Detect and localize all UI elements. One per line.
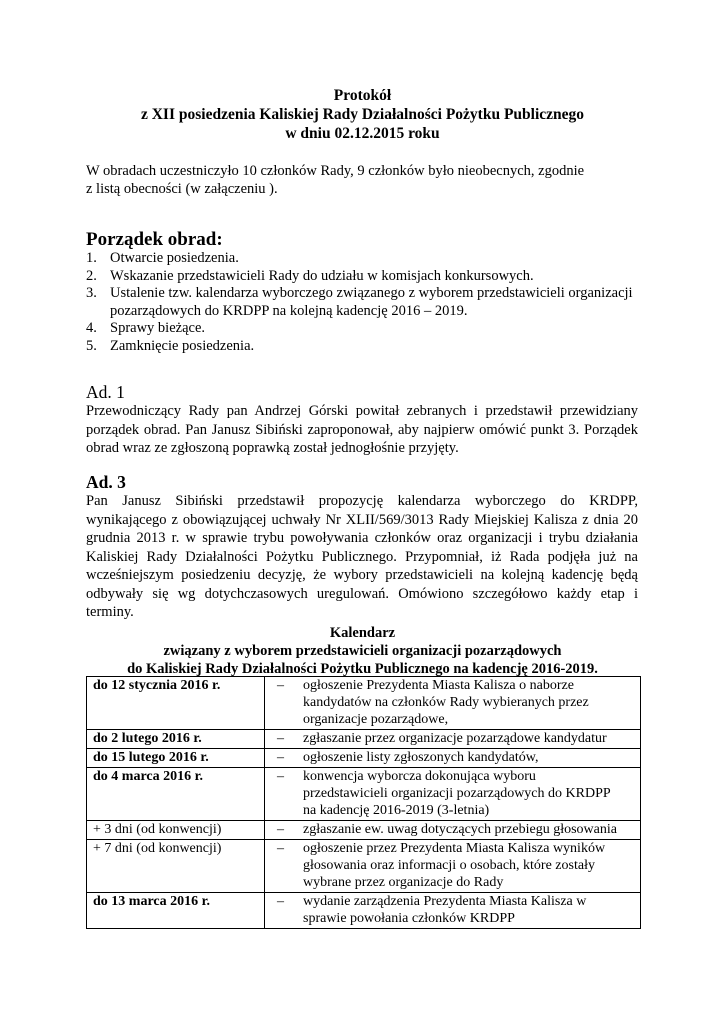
- date-cell: + 3 dni (od konwencji): [87, 821, 265, 840]
- text-line: ogłoszenie listy zgłoszonych kandydatów,: [303, 750, 539, 765]
- table-row: [87, 730, 641, 749]
- date-cell: + 7 dni (od konwencji): [87, 840, 265, 893]
- text-line: przedstawicieli organizacji pozarządowych do KRDPP: [303, 786, 611, 801]
- description-cell: [265, 768, 641, 821]
- date-cell: do 12 stycznia 2016 r.: [87, 677, 265, 730]
- text-line: odbywały się wg dotychczasowych uregulowań. Omówiono szczegółowo każdy etap i: [86, 585, 638, 602]
- agenda-list: [86, 250, 646, 355]
- text-line: wynikającego z obowiązującej uchwały Nr XLII/569/3013 Rady Miejskiej Kalisza z dnia 20: [86, 511, 638, 528]
- table-row: [87, 677, 641, 730]
- text-line: z listą obecności (w załączeniu ).: [86, 181, 278, 197]
- text-line: zgłaszanie ew. uwag dotyczących przebiegu głosowania: [303, 822, 617, 837]
- text-line: wydanie zarządzenia Prezydenta Miasta Kalisza w: [303, 894, 587, 909]
- calendar-title: Kalendarz: [329, 625, 396, 641]
- table-row: [87, 768, 641, 821]
- table-row: [87, 893, 641, 929]
- document-title: Protokół: [333, 87, 392, 104]
- dash-bullet: –: [277, 731, 284, 746]
- table-row: [87, 749, 641, 768]
- calendar-table: [86, 676, 641, 929]
- agenda-item-number: 4.: [86, 320, 97, 336]
- text-line: W obradach uczestniczyło 10 członków Rady, 9 członków było nieobecnych, zgodnie: [86, 163, 585, 179]
- text-line: zgłaszanie przez organizacje pozarządowe kandydatur: [303, 731, 607, 746]
- description-cell: [265, 821, 641, 840]
- text-line: konwencja wyborcza dokonująca wyboru: [303, 769, 536, 784]
- text-line: Kaliskiej Rady Działalności Pożytku Publicznego. Przypomniał, iż Rada podjęła już na: [86, 548, 638, 565]
- table-row: [87, 821, 641, 840]
- agenda-item-number: 2.: [86, 267, 97, 284]
- ad1-heading: Ad. 1: [86, 382, 125, 402]
- agenda-item: [86, 320, 646, 338]
- text-line: ogłoszenie przez Prezydenta Miasta Kalisza wyników: [303, 841, 606, 856]
- text-line: na kadencję 2016-2019 (3-letnia): [303, 803, 490, 818]
- text-line: kandydatów na członków Rady wybieranych przez: [303, 695, 589, 710]
- description-cell: [265, 893, 641, 929]
- agenda-item-text: Otwarcie posiedzenia.: [110, 250, 239, 266]
- text-line: Przewodniczący Rady pan Andrzej Górski powitał zebranych i przedstawił przewidziany: [86, 403, 638, 419]
- agenda-item-text: Wskazanie przedstawicieli Rady do udziału w komisjach konkursowych.: [110, 267, 534, 284]
- text-line: terminy.: [86, 604, 134, 620]
- agenda-item-text: Zamknięcie posiedzenia.: [110, 337, 255, 354]
- agenda-item-number: 3.: [86, 285, 97, 301]
- text-line: sprawie powołania członków KRDPP: [303, 911, 515, 926]
- agenda-item-number: 1.: [86, 250, 97, 266]
- agenda-item-text: pozarządowych do KRDPP na kolejną kadencję 2016 – 2019.: [110, 302, 468, 319]
- text-line: ogłoszenie Prezydenta Miasta Kalisza o naborze: [303, 678, 574, 693]
- text-line: organizacje pozarządowe,: [303, 712, 449, 727]
- document-subtitle: z XII posiedzenia Kaliskiej Rady Działalności Pożytku Publicznego: [140, 106, 585, 123]
- date-cell: do 2 lutego 2016 r.: [87, 730, 265, 749]
- description-cell: [265, 840, 641, 893]
- attendance-paragraph: [86, 162, 646, 198]
- description-cell: [265, 749, 641, 768]
- date-cell: do 15 lutego 2016 r.: [87, 749, 265, 768]
- agenda-item: [86, 268, 646, 286]
- text-line: porządek obrad. Pan Janusz Sibiński zaproponował, aby najpierw omówić punkt 3. Porządek: [86, 421, 638, 438]
- agenda-item-number: 5.: [86, 337, 97, 354]
- text-line: wybrane przez organizacje do Rady: [303, 875, 504, 890]
- date-cell: do 13 marca 2016 r.: [87, 893, 265, 929]
- agenda-item: [86, 285, 646, 320]
- dash-bullet: –: [277, 894, 284, 909]
- dash-bullet: –: [277, 822, 284, 837]
- dash-bullet: –: [277, 678, 284, 693]
- agenda-item: [86, 338, 646, 356]
- calendar-subtitle: do Kaliskiej Rady Działalności Pożytku Publicznego na kadencję 2016-2019.: [127, 661, 598, 677]
- date-cell: do 4 marca 2016 r.: [87, 768, 265, 821]
- agenda-item-text: Sprawy bieżące.: [110, 320, 206, 336]
- text-line: wcześniejszym posiedzeniu decyzję, że wybory przedstawicieli na kolejną kadencję będą: [86, 567, 638, 583]
- text-line: grudnia 2013 r. w sprawie trybu powoływania członków oraz organizacji i trybu działania: [86, 530, 638, 546]
- agenda-item-text: Ustalenie tzw. kalendarza wyborczego związanego z wyborem przedstawicieli organizacji: [110, 285, 633, 301]
- dash-bullet: –: [277, 841, 284, 856]
- ad1-paragraph: [86, 402, 638, 458]
- text-line: obrad wraz ze zgłoszoną poprawką został jednogłośnie przyjęty.: [86, 440, 459, 456]
- text-line: Pan Janusz Sibiński przedstawił propozycję kalendarza wyborczego do KRDPP,: [86, 493, 638, 509]
- agenda-item: [86, 250, 646, 268]
- description-cell: [265, 677, 641, 730]
- dash-bullet: –: [277, 769, 284, 784]
- document-date: w dniu 02.12.2015 roku: [285, 125, 440, 142]
- text-line: głosowania oraz informacji o osobach, które zostały: [303, 858, 595, 873]
- ad3-paragraph: [86, 492, 638, 622]
- agenda-heading: Porządek obrad:: [86, 229, 223, 250]
- calendar-subtitle: związany z wyborem przedstawicieli organizacji pozarządowych: [163, 643, 562, 659]
- dash-bullet: –: [277, 750, 284, 765]
- description-cell: [265, 730, 641, 749]
- ad3-heading: Ad. 3: [86, 472, 126, 492]
- table-row: [87, 840, 641, 893]
